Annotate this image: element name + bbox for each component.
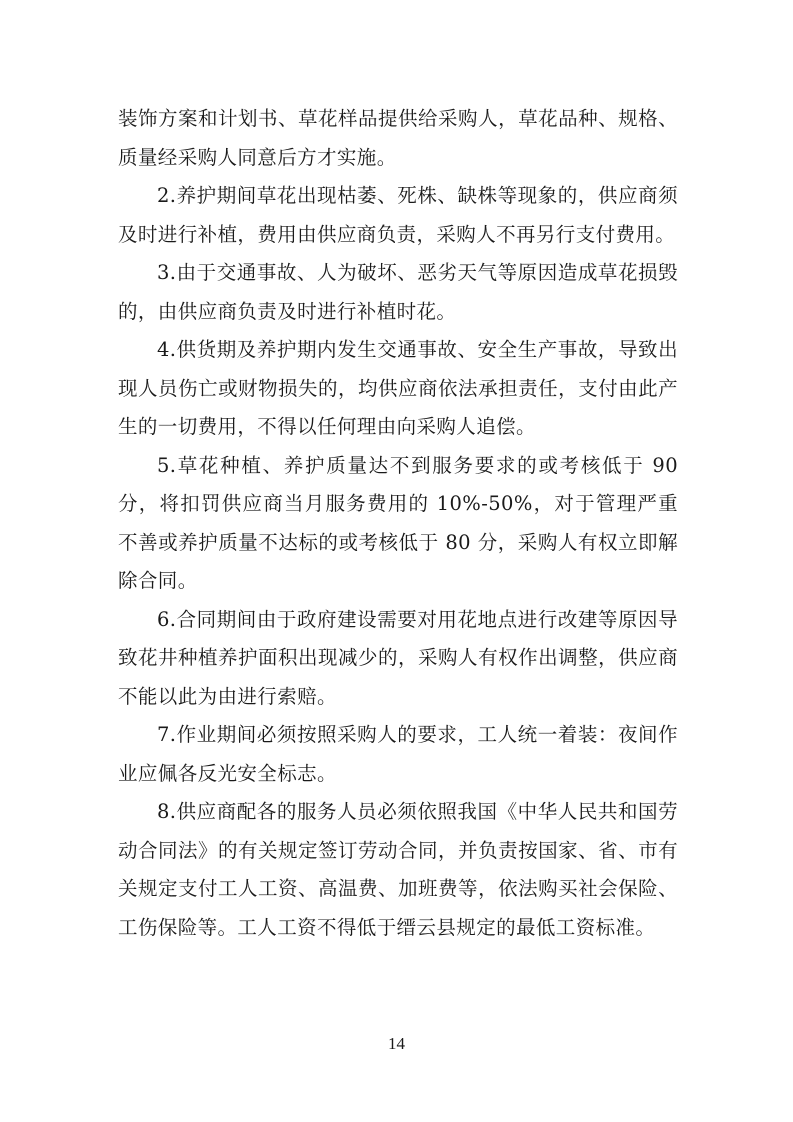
paragraph-item-8: 8.供应商配各的服务人员必须依照我国《中华人民共和国劳动合同法》的有关规定签订劳动合同，并负责按国家、省、市有关规定支付工人工资、高温费、加班费等，依法购买社会保险、工伤保险等。工人工资不得低于缙云县规定的最低工资标准。 <box>118 800 678 939</box>
paragraph-item-7: 7.作业期间必须按照采购人的要求，工人统一着装：夜间作业应佩各反光安全标志。 <box>118 723 678 785</box>
paragraph-continuation: 装饰方案和计划书、草花样品提供给采购人，草花品种、规格、质量经采购人同意后方才实施。 <box>118 107 678 169</box>
page-number: 14 <box>388 1034 405 1053</box>
paragraph-item-6: 6.合同期间由于政府建设需要对用花地点进行改建等原因导致花井种植养护面积出现减少的，采购人有权作出调整，供应商不能以此为由进行索赔。 <box>118 607 678 708</box>
paragraph-item-5: 5.草花种植、养护质量达不到服务要求的或考核低于 90 分，将扣罚供应商当月服务费用的 10%-50%，对于管理严重不善或养护质量不达标的或考核低于 80 分，采购人有权立即解除合同。 <box>118 453 678 592</box>
document-body <box>118 100 678 947</box>
paragraph-item-3: 3.由于交通事故、人为破坏、恶劣天气等原因造成草花损毁的，由供应商负责及时进行补植时花。 <box>118 261 678 323</box>
paragraph-item-2: 2.养护期间草花出现枯萎、死株、缺株等现象的，供应商须及时进行补植，费用由供应商负责，采购人不再另行支付费用。 <box>118 184 678 246</box>
paragraph-item-4: 4.供货期及养护期内发生交通事故、安全生产事故，导致出现人员伤亡或财物损失的，均供应商依法承担责任，支付由此产生的一切费用，不得以任何理由向采购人追偿。 <box>118 338 678 438</box>
